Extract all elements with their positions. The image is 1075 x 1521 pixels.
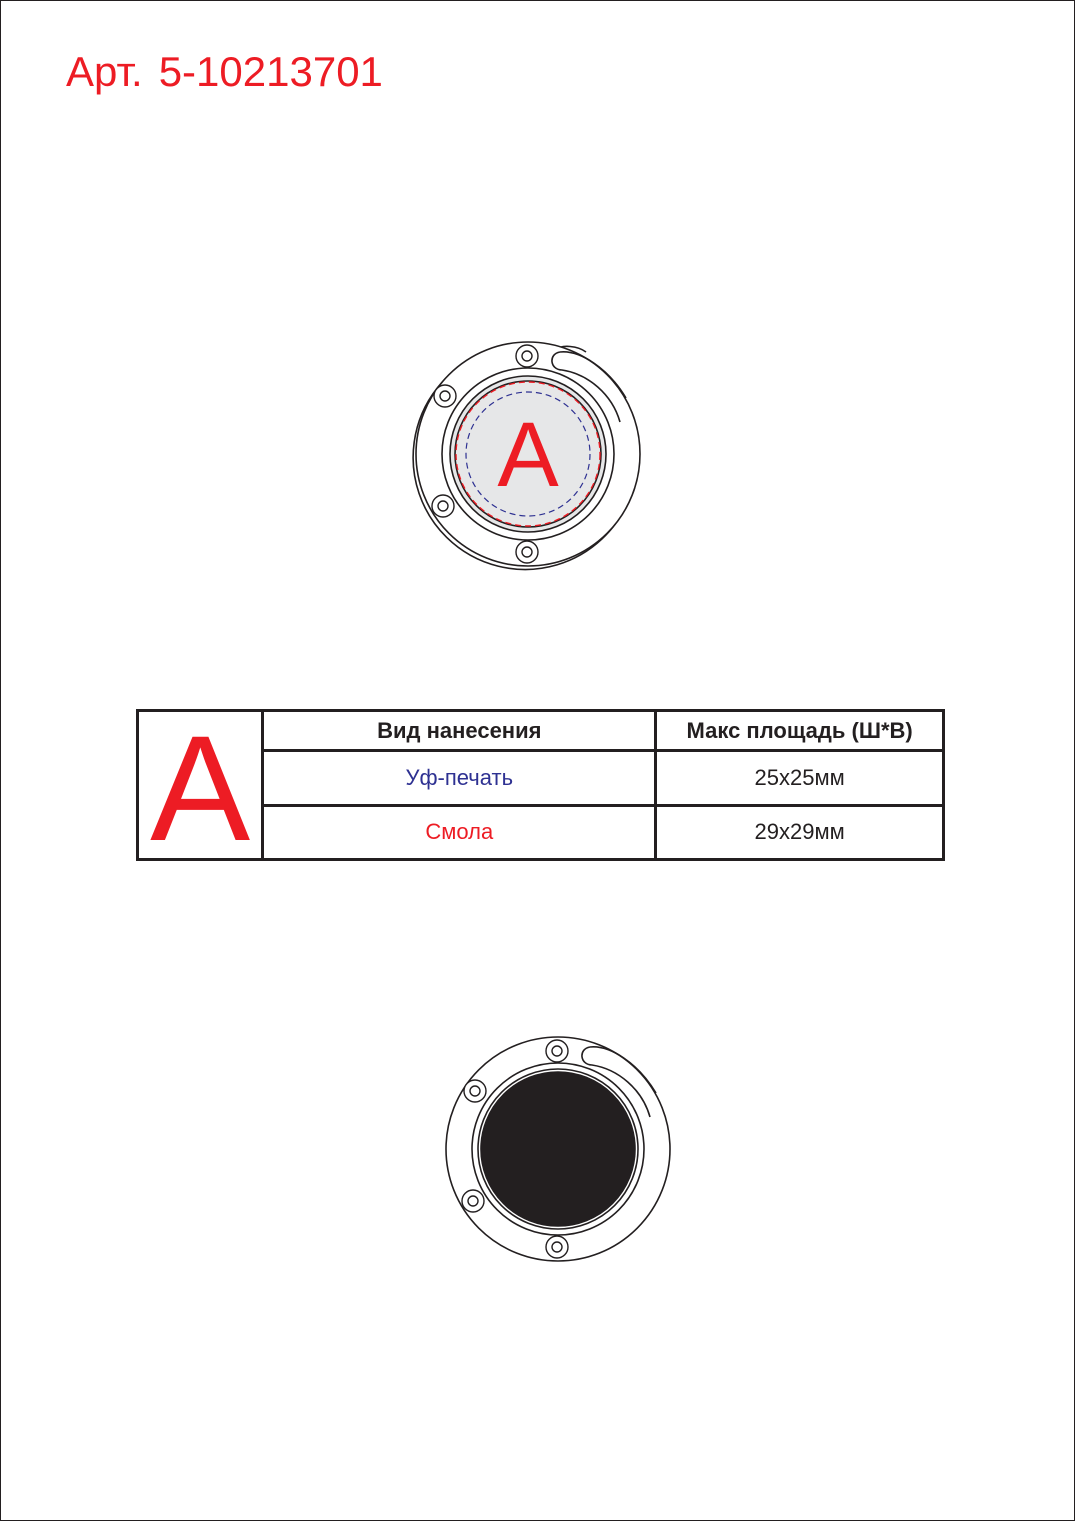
print-zone-letter: A [497,404,559,506]
product-drawing-print-zone [410,336,650,576]
product-drawing-plain [440,1031,680,1271]
face-dark [481,1072,635,1226]
area-uv-print: 25x25мм [656,751,944,805]
article-prefix: Арт. [66,48,143,95]
spec-table [136,704,945,872]
article-number: 5-10213701 [158,48,383,95]
article-title [66,48,383,96]
area-resin: 29x29мм [656,805,944,859]
zone-letter-cell: A [138,711,263,860]
header-method: Вид нанесения [263,711,656,751]
method-resin: Смола [263,805,656,859]
header-max-area: Макс площадь (Ш*В) [656,711,944,751]
method-uv-print: Уф-печать [263,751,656,805]
table-header-row [138,711,944,751]
